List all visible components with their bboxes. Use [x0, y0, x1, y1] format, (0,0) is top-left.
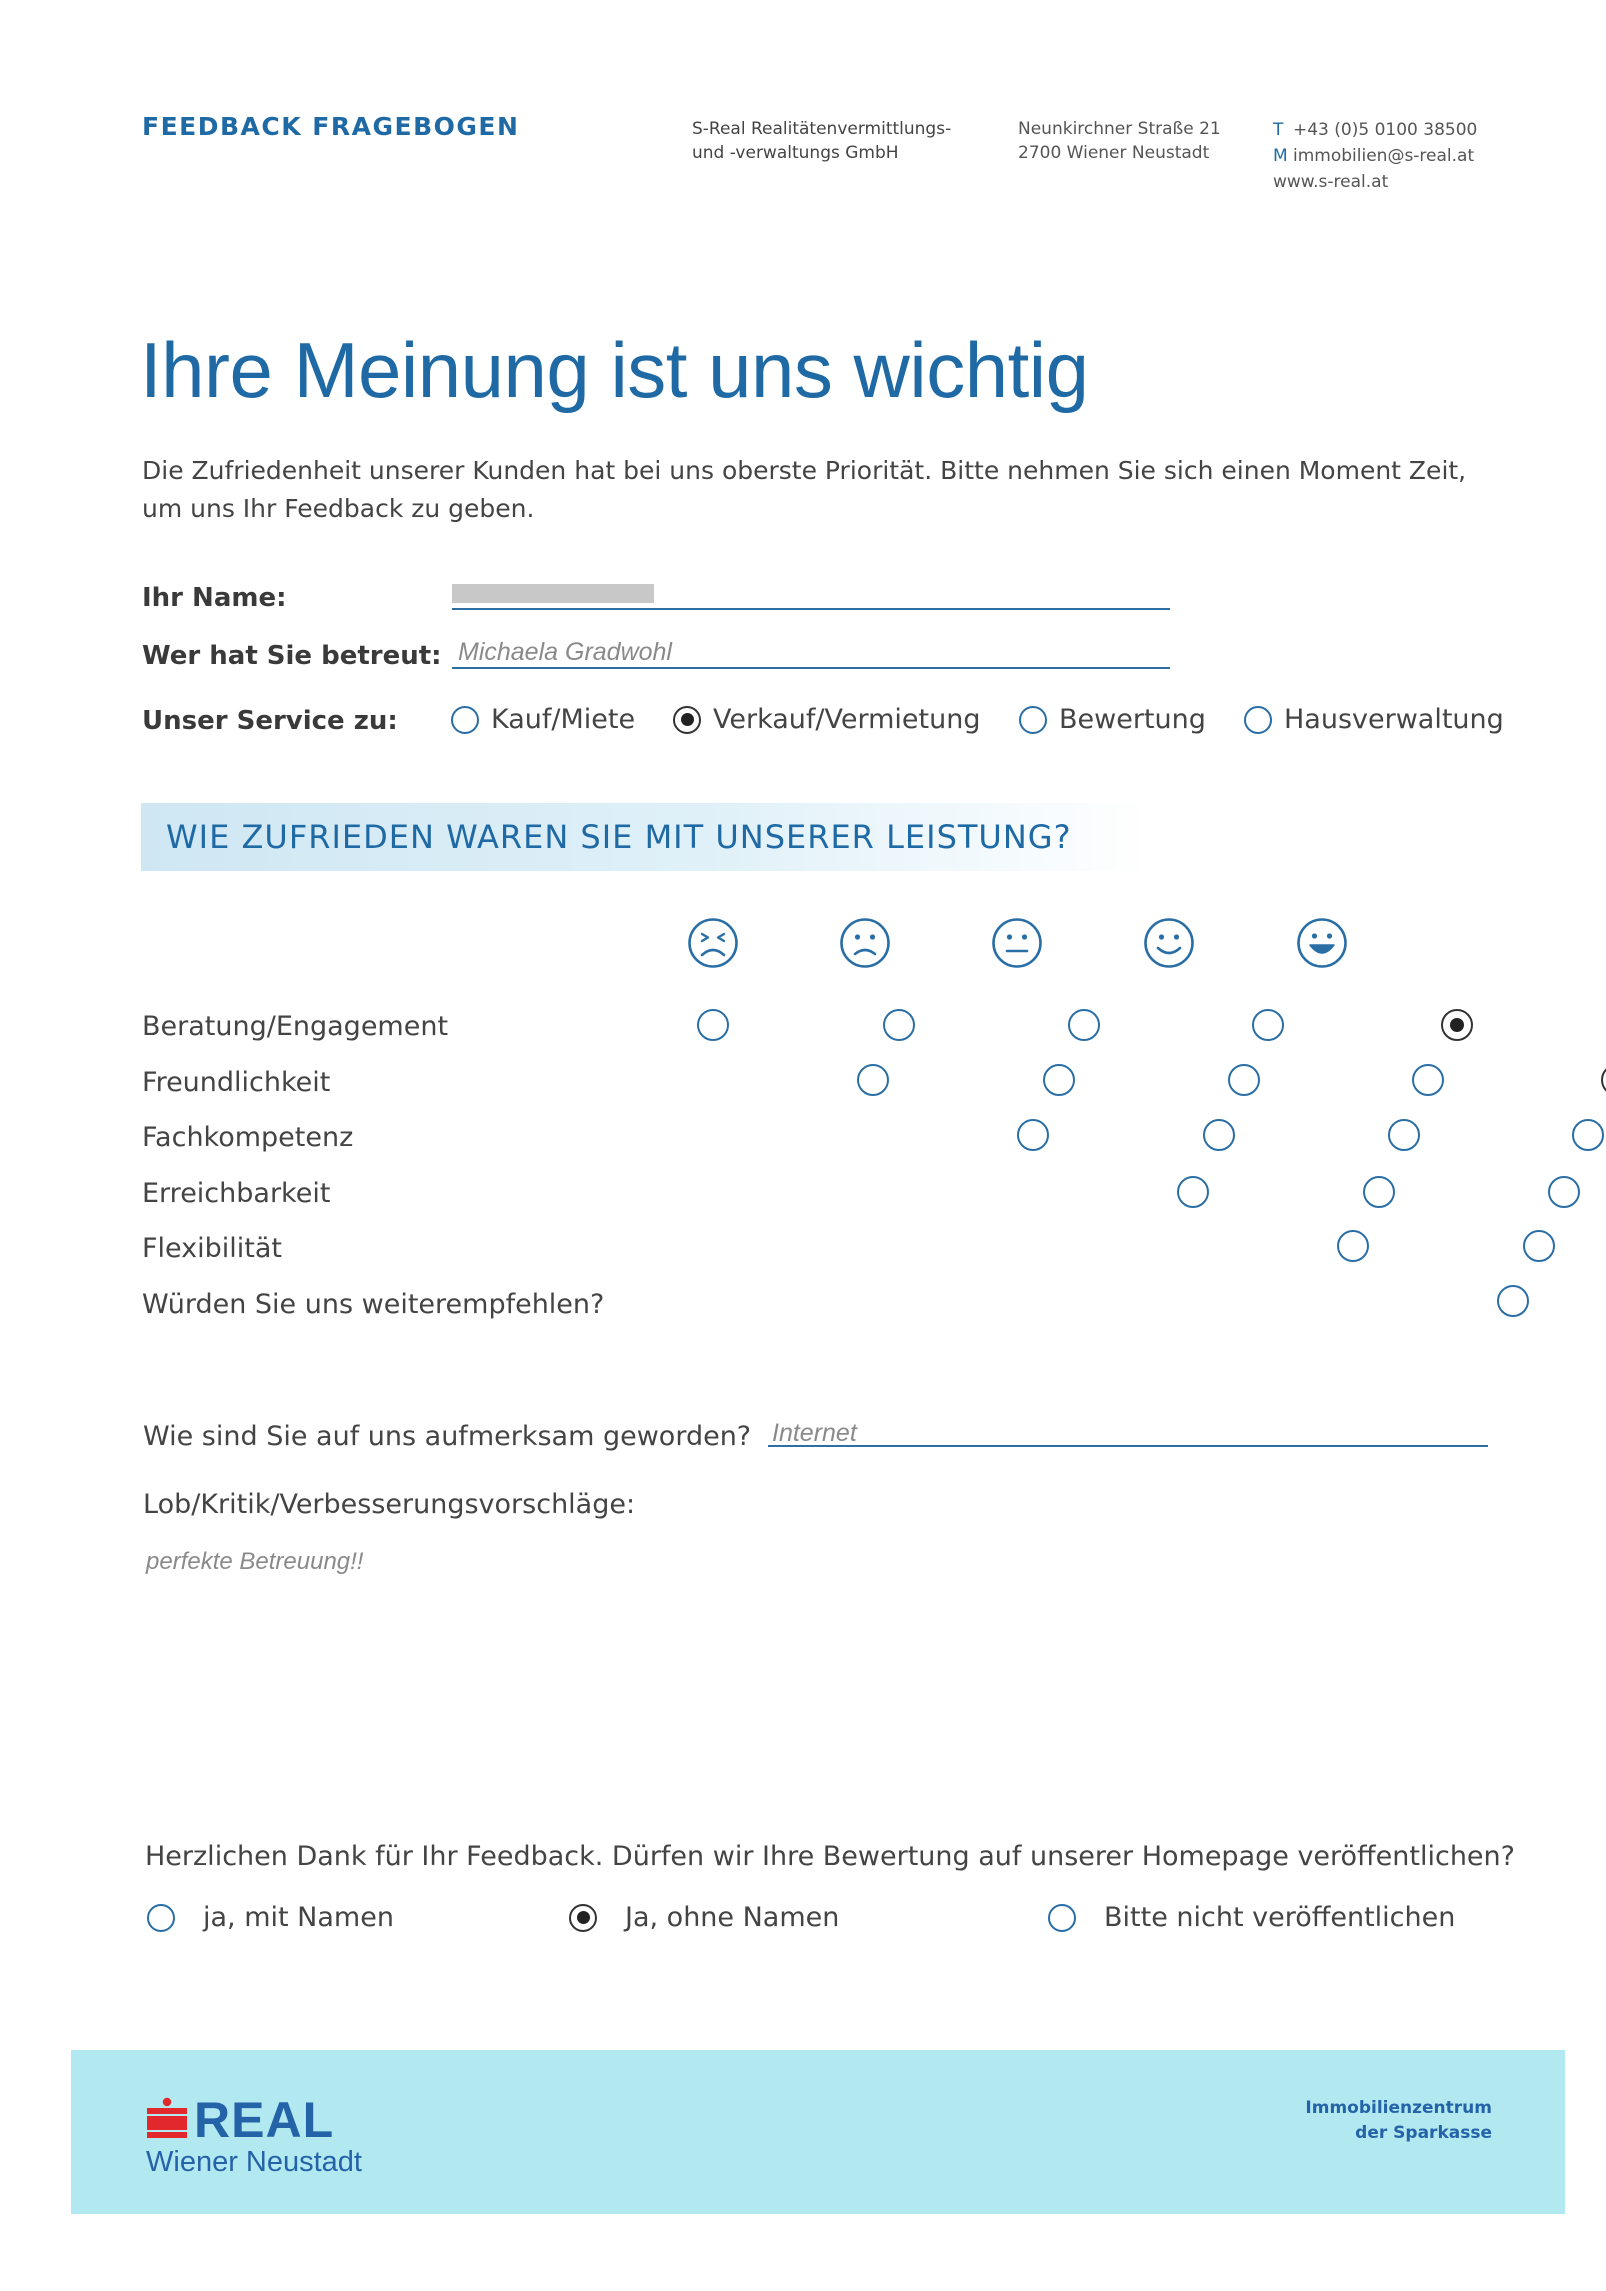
neutral-face-icon: [991, 917, 1043, 969]
company-name: S-Real Realitätenvermittlungs- und -verwaltungs GmbH: [692, 119, 952, 163]
source-answer: Internet: [772, 1419, 857, 1447]
company-contact: [1273, 117, 1477, 195]
rating-radio[interactable]: [697, 1009, 729, 1041]
publish-option-with-name[interactable]: ja, mit Namen: [147, 1902, 394, 1933]
source-field-line[interactable]: [768, 1445, 1488, 1447]
service-option-hausverwaltung[interactable]: Hausverwaltung: [1244, 704, 1504, 735]
contact-mail: M immobilien@s-real.at: [1273, 146, 1475, 166]
rating-radio[interactable]: [1068, 1009, 1100, 1041]
contact-phone: T +43 (0)5 0100 38500: [1273, 120, 1478, 140]
service-option-bewertung[interactable]: Bewertung: [1019, 704, 1206, 735]
rating-radio[interactable]: [1337, 1230, 1369, 1262]
rating-radio[interactable]: [1523, 1230, 1555, 1262]
rating-radio[interactable]: [1017, 1119, 1049, 1151]
rating-radio[interactable]: [1363, 1176, 1395, 1208]
rating-radio[interactable]: [1441, 1009, 1473, 1041]
document-title: FEEDBACK FRAGEBOGEN: [142, 112, 520, 141]
very-satisfied-face-icon: [1296, 917, 1348, 969]
rating-radio[interactable]: [1548, 1176, 1580, 1208]
rating-row-label: Erreichbarkeit: [142, 1178, 331, 1209]
very-dissatisfied-face-icon: [687, 917, 739, 969]
publish-option-do-not-publish[interactable]: Bitte nicht veröffentlichen: [1048, 1902, 1455, 1933]
radio-hausverwaltung[interactable]: [1244, 706, 1272, 734]
page-headline: Ihre Meinung ist uns wichtig: [140, 326, 1089, 414]
name-label: Ihr Name:: [142, 583, 287, 613]
radio-publish-without-name[interactable]: [569, 1904, 597, 1932]
source-question: Wie sind Sie auf uns aufmerksam geworden?: [143, 1421, 752, 1452]
radio-bewertung[interactable]: [1019, 706, 1047, 734]
service-label: Unser Service zu:: [142, 706, 398, 736]
rating-section-title: WIE ZUFRIEDEN WAREN SIE MIT UNSERER LEISTUNG?: [166, 818, 1072, 856]
rating-radio[interactable]: [1203, 1119, 1235, 1151]
redacted-name: [452, 584, 654, 603]
rating-row-label: Flexibilität: [142, 1233, 283, 1264]
rating-radio[interactable]: [883, 1009, 915, 1041]
contact-web: www.s-real.at: [1273, 172, 1389, 192]
satisfied-face-icon: [1143, 917, 1195, 969]
service-option-kauf-miete[interactable]: Kauf/Miete: [451, 704, 635, 735]
rating-radio[interactable]: [1497, 1285, 1529, 1317]
rating-radio[interactable]: [1388, 1119, 1420, 1151]
rating-radio[interactable]: [1601, 1064, 1606, 1096]
dissatisfied-face-icon: [839, 917, 891, 969]
radio-kauf-miete[interactable]: [451, 706, 479, 734]
advisor-value: Michaela Gradwohl: [458, 638, 672, 666]
feedback-label: Lob/Kritik/Verbesserungsvorschläge:: [143, 1489, 636, 1520]
rating-radio[interactable]: [857, 1064, 889, 1096]
service-option-verkauf-vermietung[interactable]: Verkauf/Vermietung: [673, 704, 980, 735]
advisor-field-line[interactable]: [452, 667, 1170, 669]
rating-grid: [0, 0, 1606, 36]
sparkasse-logo-icon: [144, 2097, 190, 2143]
name-field-line[interactable]: [452, 608, 1170, 610]
logo-subtitle: Wiener Neustadt: [146, 2146, 362, 2178]
rating-row-label: Freundlichkeit: [142, 1067, 331, 1098]
feedback-text: perfekte Betreuung!!: [146, 1548, 364, 1575]
advisor-label: Wer hat Sie betreut:: [142, 641, 442, 671]
rating-row-label: Würden Sie uns weiterempfehlen?: [142, 1289, 605, 1320]
rating-row-label: Fachkompetenz: [142, 1122, 354, 1153]
rating-radio[interactable]: [1252, 1009, 1284, 1041]
intro-text: Die Zufriedenheit unserer Kunden hat bei uns oberste Priorität. Bitte nehmen Sie sich einen Moment Zeit, um uns Ihr Feedback zu geben.: [142, 456, 1467, 523]
rating-radio[interactable]: [1228, 1064, 1260, 1096]
radio-verkauf-vermietung[interactable]: [673, 706, 701, 734]
s-real-logo: [144, 2092, 335, 2148]
rating-row-label: Beratung/Engagement: [142, 1011, 449, 1042]
rating-radio[interactable]: [1043, 1064, 1075, 1096]
radio-publish-with-name[interactable]: [147, 1904, 175, 1932]
company-address: Neunkirchner Straße 21 2700 Wiener Neustadt: [1018, 119, 1221, 163]
footer-tagline: Immobilienzentrum der Sparkasse: [1305, 2098, 1492, 2143]
logo-word: REAL: [194, 2092, 335, 2148]
publish-option-without-name[interactable]: Ja, ohne Namen: [569, 1902, 839, 1933]
publish-question: Herzlichen Dank für Ihr Feedback. Dürfen wir Ihre Bewertung auf unserer Homepage veröffentlichen?: [145, 1841, 1515, 1872]
radio-publish-none[interactable]: [1048, 1904, 1076, 1932]
rating-radio[interactable]: [1177, 1176, 1209, 1208]
rating-radio[interactable]: [1572, 1119, 1604, 1151]
rating-radio[interactable]: [1412, 1064, 1444, 1096]
